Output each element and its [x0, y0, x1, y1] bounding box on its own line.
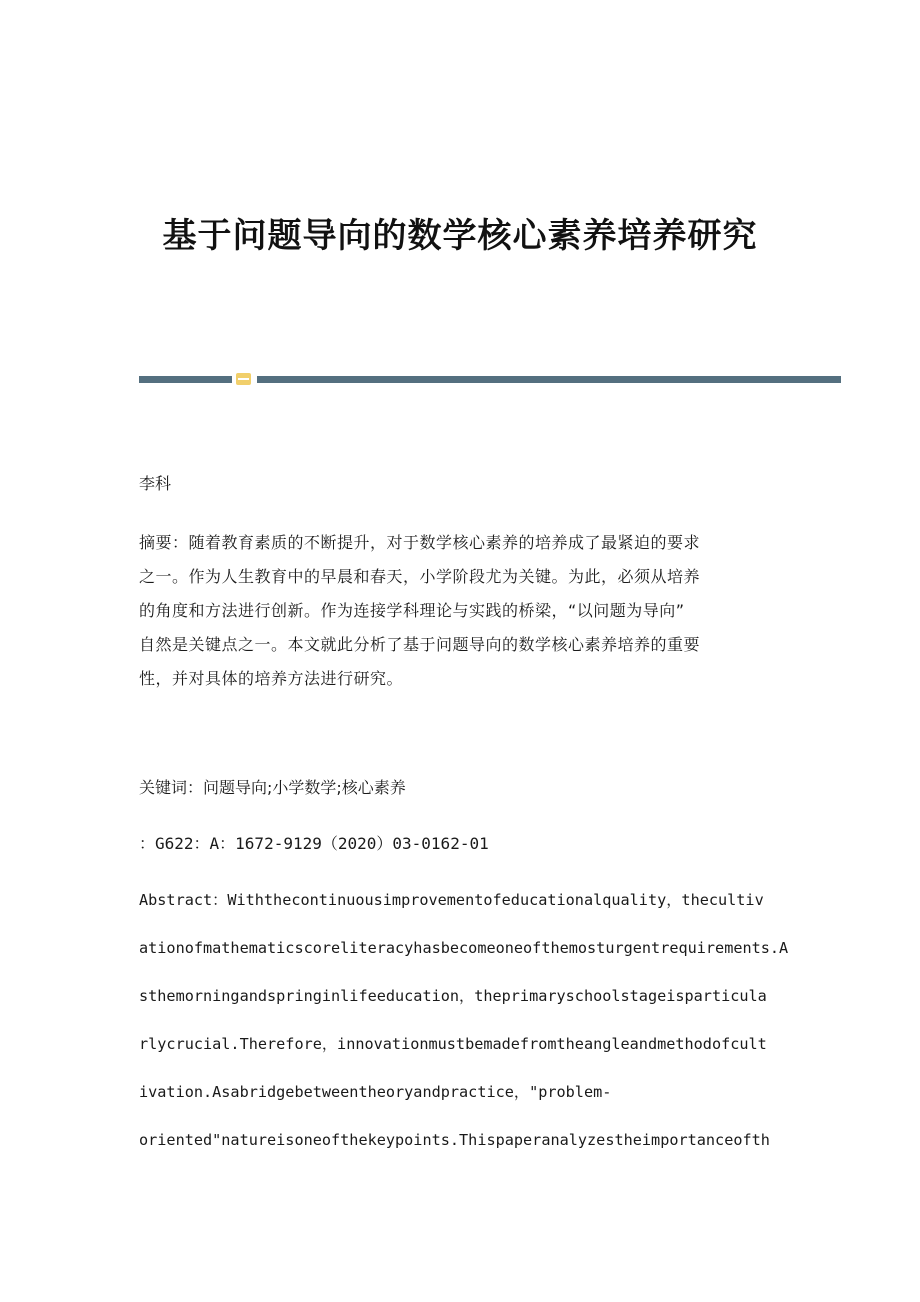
abstract-en-label: Abstract： [139, 891, 228, 909]
abstract-chinese [139, 526, 779, 696]
classification-number: ：G622：A：1672-9129（2020）03-0162-01 [139, 834, 489, 853]
abstract-cn-line-4: 自然是关键点之一。本文就此分析了基于问题导向的数学核心素养培养的重要 [139, 635, 701, 654]
abstract-cn-label: 摘要： [139, 533, 189, 552]
abstract-cn-line-2: 之一。作为人生教育中的早晨和春天，小学阶段尤为关键。为此，必须从培养 [139, 567, 701, 586]
divider-emblem-icon [236, 373, 251, 385]
abstract-cn-text: 随着教育素质的不断提升，对于数学核心素养的培养成了最紧迫的要求 [188, 533, 701, 552]
keywords-label: 关键词： [139, 778, 204, 797]
document-title: 基于问题导向的数学核心素养培养研究 [162, 216, 758, 256]
abstract-cn-line-1 [139, 526, 779, 560]
abstract-en-line-1 [139, 888, 839, 936]
keywords [139, 776, 406, 800]
abstract-en-text: Withthecontinuousimprovementofeducationalquality，thecultiv [227, 891, 764, 909]
abstract-en-line-6: oriented"natureisoneofthekeypoints.Thispaperanalyzestheimportanceofth [139, 1131, 770, 1149]
divider-bar-right [257, 376, 841, 383]
abstract-english [139, 888, 839, 1176]
author-name: 李科 [139, 474, 172, 493]
keywords-value: 问题导向;小学数学;核心素养 [203, 778, 406, 797]
abstract-en-line-5: ivation.Asabridgebetweentheoryandpractice，"problem- [139, 1083, 612, 1101]
abstract-cn-line-5: 性，并对具体的培养方法进行研究。 [139, 669, 404, 688]
title-divider [139, 373, 841, 385]
abstract-en-line-3: sthemorningandspringinlifeeducation，theprimaryschoolstageisparticula [139, 987, 767, 1005]
abstract-en-line-4: rlycrucial.Therefore，innovationmustbemadefromtheangleandmethodofcult [139, 1035, 767, 1053]
abstract-cn-line-3: 的角度和方法进行创新。作为连接学科理论与实践的桥梁，“以问题为导向” [139, 601, 685, 620]
abstract-en-line-2: ationofmathematicscoreliteracyhasbecomeoneofthemosturgentrequirements.A [139, 939, 789, 957]
divider-bar-left [139, 376, 232, 383]
